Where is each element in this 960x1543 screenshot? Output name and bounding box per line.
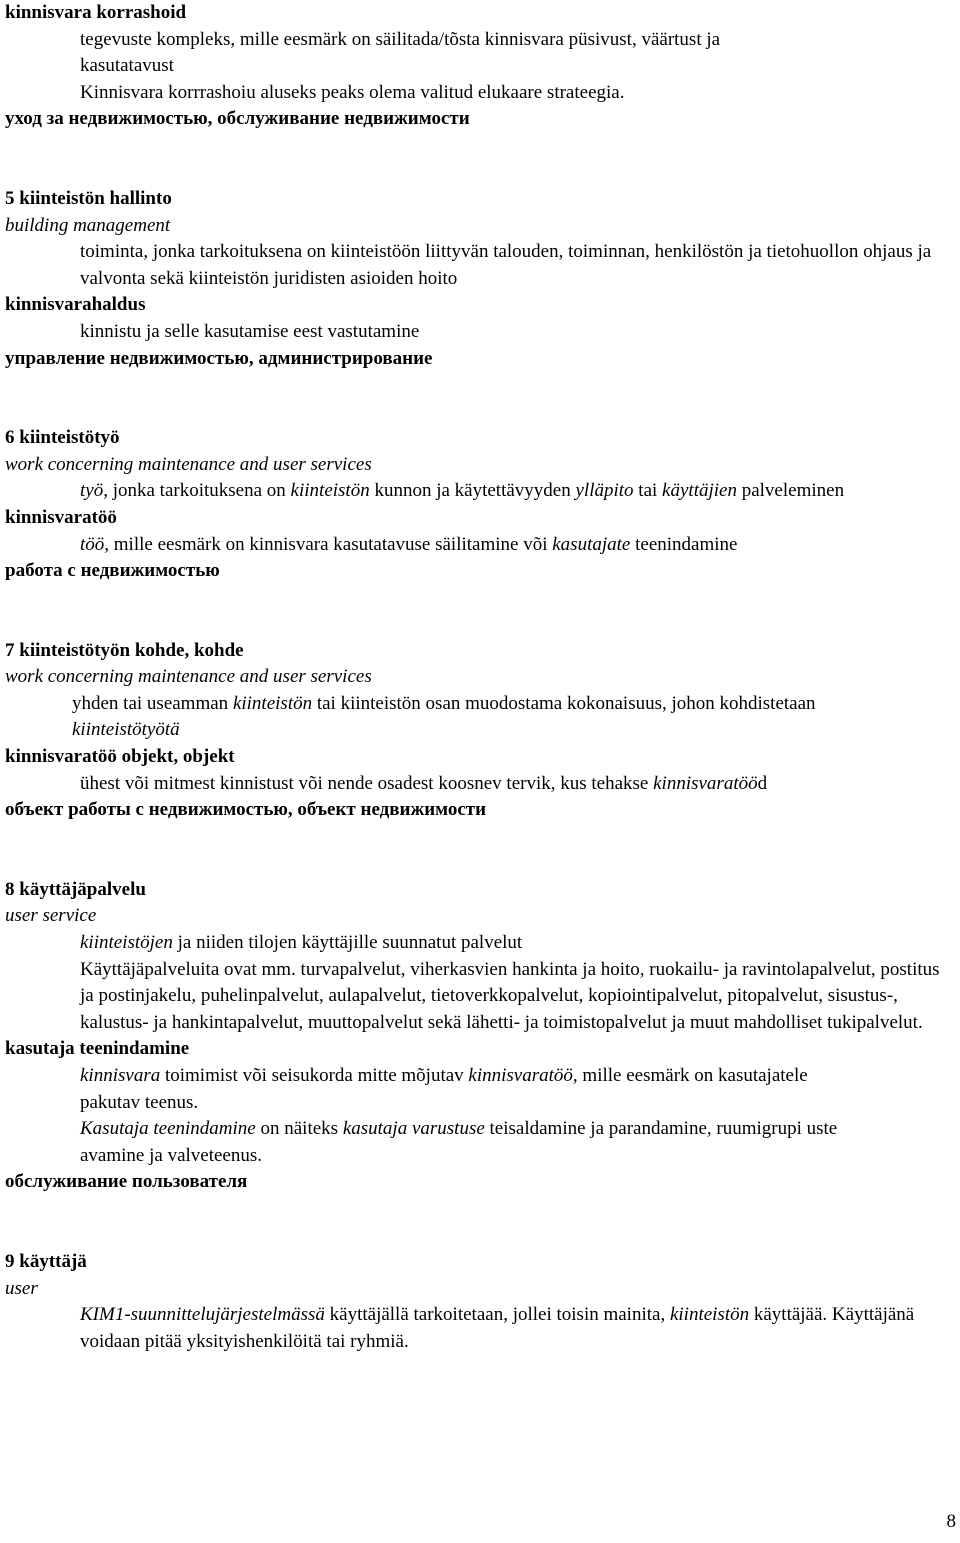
definition-estonian-example: Kasutaja teenindamine on näiteks kasutaja varustuse teisaldamine ja parandamine, ruumigrupi uste avamine ja valveteenus.	[80, 1118, 838, 1166]
term-russian: обслуживание пользователя	[5, 1171, 248, 1193]
definition-estonian: kinnisvara toimimist või seisukorda mitte mõjutav kinnisvaratöö, mille eesmärk on kasutajatele pakutav teenus.	[80, 1065, 808, 1113]
document-page	[5, 0, 955, 1355]
definition-line: kasutatavust	[80, 55, 174, 77]
definition-finnish: yhden tai useamman kiinteistön tai kiinteistön osan muodostama kokonaisuus, johon kohdistetaan kiinteistötyötä	[72, 692, 816, 741]
term-russian: объект работы с недвижимостью, объект недвижимости	[5, 799, 487, 821]
term-english: user	[5, 1277, 38, 1299]
term-russian: уход за недвижимостью, обслуживание недвижимости	[5, 108, 470, 130]
term-estonian: kinnisvarahaldus	[5, 294, 146, 316]
entry-title: 5 kiinteistön hallinto	[5, 187, 172, 209]
entry-title: 8 käyttäjäpalvelu	[5, 878, 146, 900]
term-estonian: kinnisvara korrashoid	[5, 2, 187, 23]
definition-estonian: kinnistu ja selle kasutamise eest vastutamine	[80, 320, 420, 342]
entry-title: 6 kiinteistötyö	[5, 427, 120, 449]
definition-estonian: ühest või mitmest kinnistust või nende osadest koosnev tervik, kus tehakse kinnisvaratööd	[80, 772, 768, 794]
term-estonian: kinnisvaratöö objekt, objekt	[5, 746, 235, 768]
definition-finnish: kiinteistöjen ja niiden tilojen käyttäjille suunnatut palvelut	[80, 932, 523, 954]
entry-title: 7 kiinteistötyön kohde, kohde	[5, 639, 244, 661]
definition-finnish: KIM1-suunnittelujärjestelmässä käyttäjällä tarkoitetaan, jollei toisin mainita, kiinteistön käyttäjää. Käyttäjänä voidaan pitää yksityishenkilöitä tai ryhmiä.	[80, 1304, 915, 1352]
definition-finnish: toiminta, jonka tarkoituksena on kiinteistöön liittyvän talouden, toiminnan, henkilöstön ja tietohuollon ohjaus ja valvonta sekä kiinteistön juridisten asioiden hoito	[80, 241, 932, 289]
term-estonian: kinnisvaratöö	[5, 506, 117, 528]
definition-finnish: työ, jonka tarkoituksena on kiinteistön kunnon ja käytettävyyden ylläpito tai käyttäjien palveleminen	[80, 480, 845, 502]
definition-estonian: töö, mille eesmärk on kinnisvara kasutatavuse säilitamine või kasutajate teenindamine	[80, 533, 738, 555]
entry-title: 9 käyttäjä	[5, 1250, 87, 1272]
definition-finnish-note: Käyttäjäpalveluita ovat mm. turvapalvelut, viherkasvien hankinta ja hoito, ruokailu- ja ravintolapalvelut, postitus ja postinjakelu, puhelinpalvelut, aulapalvelut, tietoverkkopalvelut, kopiointipalvelut, pitopalvelut, sisustus-, kalustus- ja hankintapalvelut, muuttopalvelut sekä lähetti- ja toimistopalvelut ja muut mahdolliset tukipalvelut.	[80, 958, 940, 1033]
page-number: 8	[946, 1511, 956, 1532]
term-russian: работа с недвижимостью	[5, 560, 220, 582]
term-english: user service	[5, 905, 97, 927]
definition-line: tegevuste kompleks, mille eesmärk on säilitada/tõsta kinnisvara püsivust, väärtust ja	[80, 28, 721, 50]
term-english: building management	[5, 214, 171, 236]
term-estonian: kasutaja teenindamine	[5, 1038, 190, 1060]
definition-line: Kinnisvara korrrashoiu aluseks peaks olema valitud elukaare strateegia.	[80, 81, 625, 103]
term-english: work concerning maintenance and user services	[5, 453, 372, 475]
term-russian: управление недвижимостью, администрирование	[5, 347, 433, 369]
term-english: work concerning maintenance and user services	[5, 666, 372, 688]
